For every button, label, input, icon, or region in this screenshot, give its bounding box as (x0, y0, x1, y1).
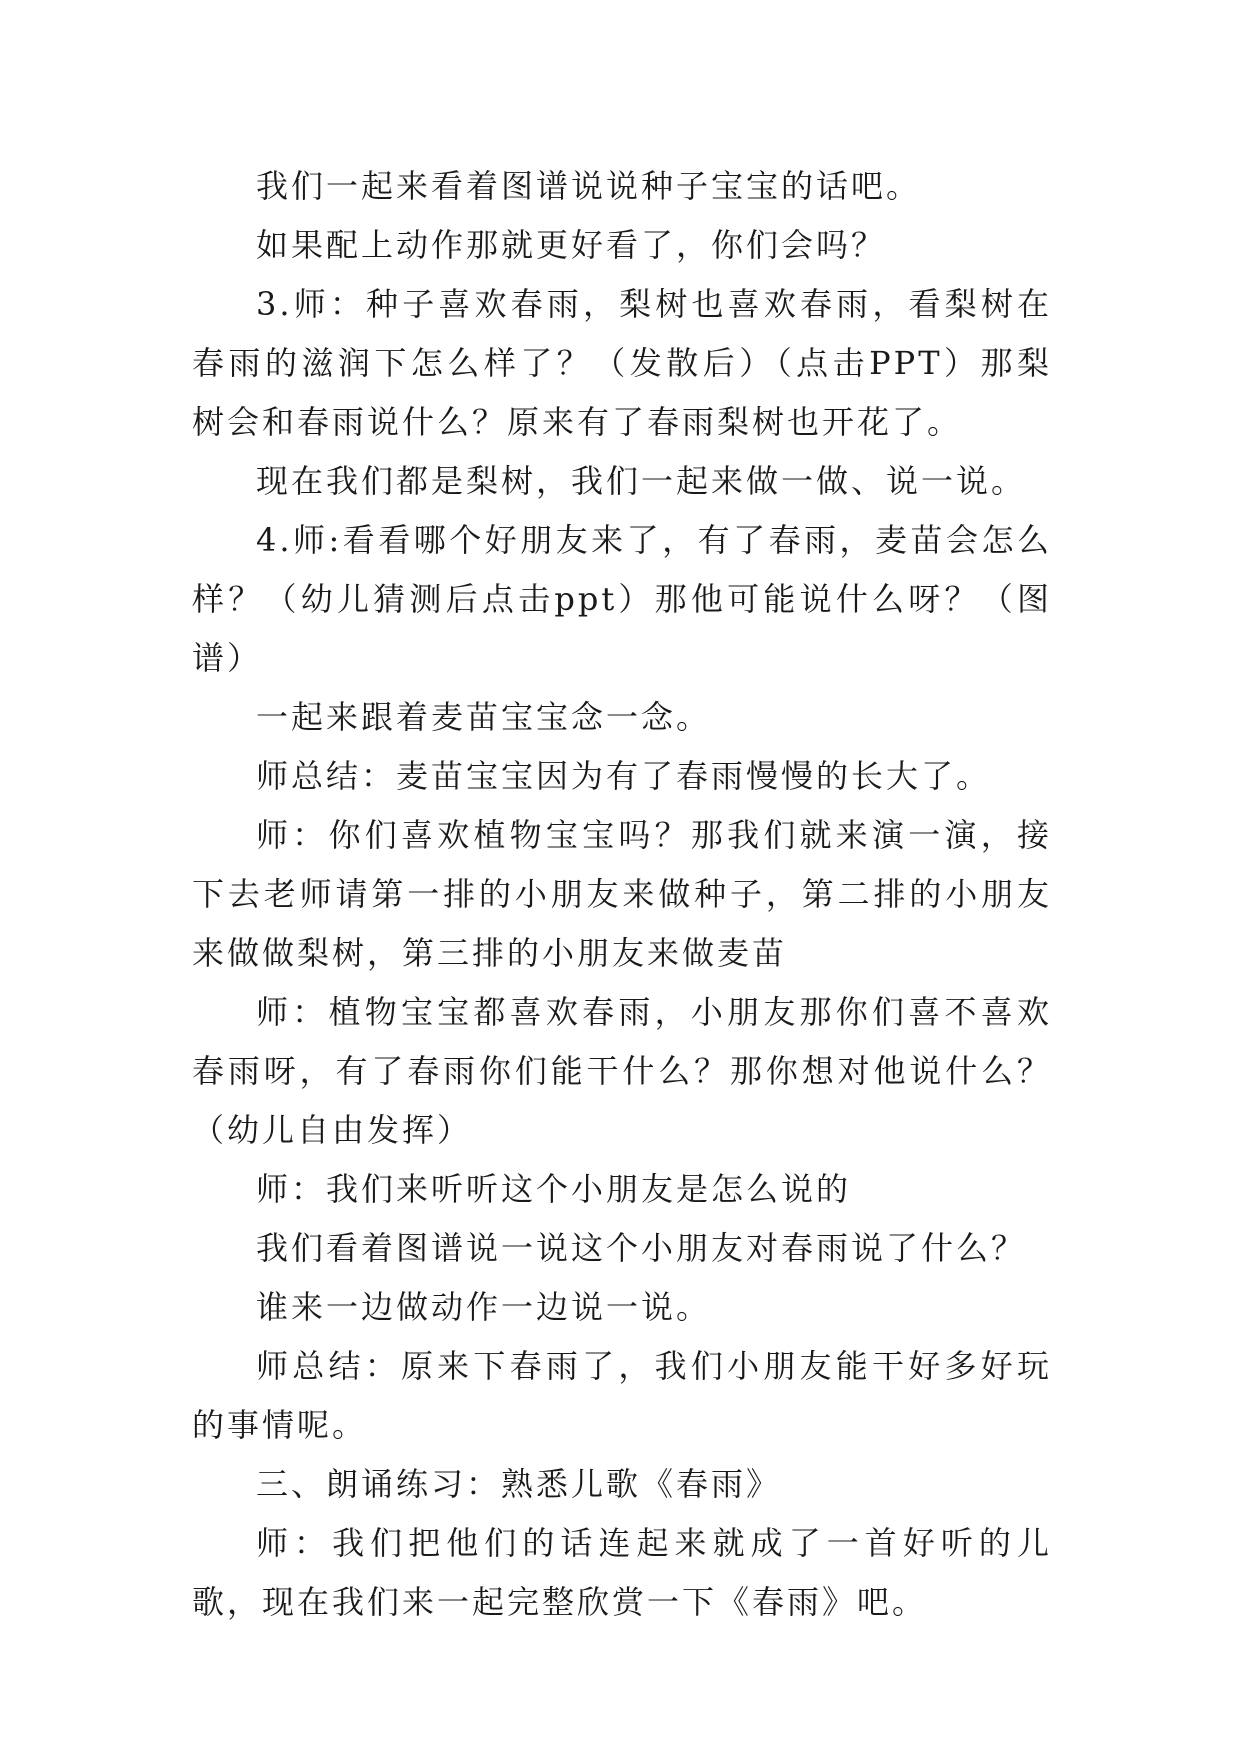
paragraph: 现在我们都是梨树，我们一起来做一做、说一说。 (256, 462, 1027, 500)
paragraph: 师：你们喜欢植物宝宝吗？那我们就来演一演，接下去老师请第一排的小朋友来做种子，第二排的小朋友来做做梨树，第三排的小朋友来做麦苗 (192, 816, 1052, 972)
paragraph: 谁来一边做动作一边说一说。 (256, 1288, 712, 1326)
paragraph: 如果配上动作那就更好看了，你们会吗？ (256, 226, 887, 264)
paragraph: 我们看着图谱说一说这个小朋友对春雨说了什么？ (256, 1229, 1027, 1267)
paragraph: 师总结：麦苗宝宝因为有了春雨慢慢的长大了。 (256, 757, 992, 795)
paragraph: 师总结：原来下春雨了，我们小朋友能干好多好玩的事情呢。 (192, 1347, 1052, 1444)
paragraph: 师：植物宝宝都喜欢春雨，小朋友那你们喜不喜欢春雨呀，有了春雨你们能干什么？那你想对他说什么？（幼儿自由发挥） (192, 993, 1052, 1149)
paragraph: 我们一起来看着图谱说说种子宝宝的话吧。 (256, 167, 922, 205)
paragraph: 师：我们把他们的话连起来就成了一首好听的儿歌，现在我们来一起完整欣赏一下《春雨》吧。 (192, 1524, 1052, 1621)
document-body (192, 157, 1052, 1632)
paragraph: 师：我们来听听这个小朋友是怎么说的 (256, 1170, 852, 1208)
paragraph: 4.师:看看哪个好朋友来了，有了春雨，麦苗会怎么样？（幼儿猜测后点击ppt）那他可能说什么呀？（图谱） (192, 521, 1052, 677)
paragraph: 一起来跟着麦苗宝宝念一念。 (256, 698, 712, 736)
paragraph: 3.师：种子喜欢春雨，梨树也喜欢春雨，看梨树在春雨的滋润下怎么样了？（发散后）（点击PPT）那梨树会和春雨说什么？原来有了春雨梨树也开花了。 (192, 285, 1052, 441)
section-heading: 三、朗诵练习：熟悉儿歌《春雨》 (256, 1465, 782, 1503)
